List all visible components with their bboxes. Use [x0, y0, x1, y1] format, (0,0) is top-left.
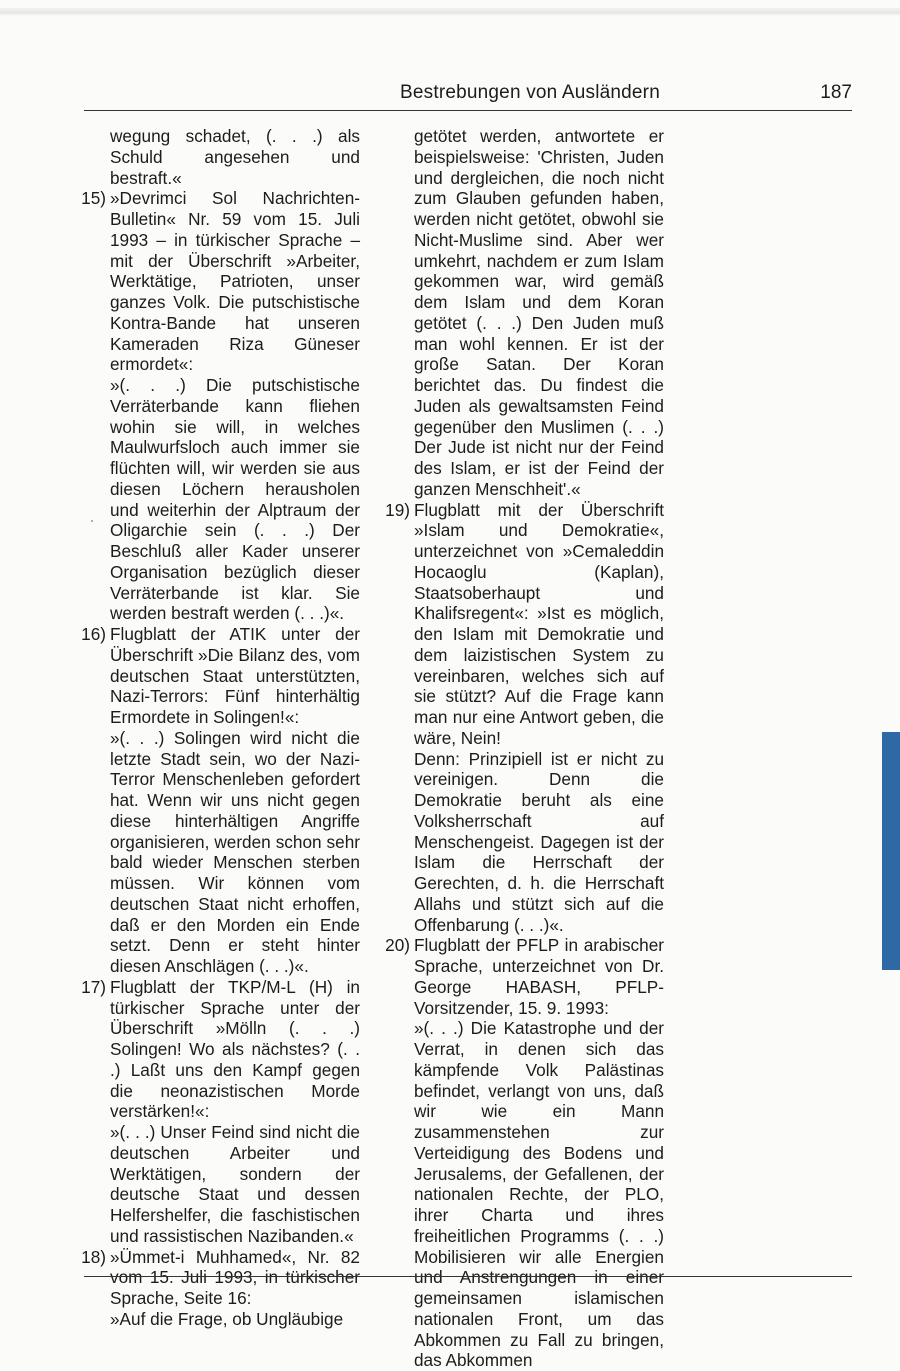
quote-paragraph [414, 749, 664, 936]
thumb-index-tab [882, 732, 900, 970]
quote-paragraph [414, 1018, 664, 1371]
page-number: 187 [820, 82, 852, 103]
header-rule [84, 110, 852, 111]
footer-rule [84, 1276, 852, 1277]
paragraph-text: »(. . .) Die Katastrophe und der Verrat, in denen sich das kämpfende Volk Palästinas befindet, verlangt von uns, daß wir wie ein Mann zusammenstehen zur Verteidigung des Bodens und Jerusalems, der Gefallenen, der nationalen Rechte, der PLO, ihrer Charta und ihres freiheitlichen Programms (. . .) Mobilisieren wir alle Energien und Anstrengungen in einer gemeinsamen islamischen nationalen Front, um das Abkommen zu Fall zu bringen, das Abkommen [414, 1018, 664, 1371]
paragraph-text: wegung schadet, (. . .) als Schuld angesehen und bestraft.« [110, 126, 360, 188]
paragraph-text: Flugblatt der PFLP in arabischer Sprache, unterzeichnet von Dr. George HABASH, PFLP-Vorsitzender, 15. 9. 1993: [414, 935, 664, 1018]
quote-paragraph [110, 1122, 360, 1247]
running-title: Bestrebungen von Ausländern [400, 82, 660, 103]
paragraph [110, 126, 360, 188]
paragraph-text: »(. . .) Solingen wird nicht die letzte Stadt sein, wo der Nazi-Terror Menschenleben gefordert hat. Wenn wir uns nicht gegen diese hinterhältigen Angriffe organisieren, werden schon sehr bald wieder Menschen sterben müssen. Wir können vom deutschen Staat nicht erhoffen, daß er den Morden ein Ende setzt. Denn er steht hinter diesen Anschlägen (. . .)«. [110, 727, 360, 976]
paragraph-text: »(. . .) Die putschistische Verräterbande kann fliehen wohin sie will, in welches Maulwurfsloch auch immer sie flüchten will, wir werden sie aus diesen Löchern herausholen und weiterhin der Alptraum der Oligarchie sein (. . .) Der Beschluß aller Kader unserer Organisation bezüglich dieser Verräterbande ist klar. Sie werden bestraft werden (. . .)«. [110, 375, 360, 624]
paragraph-text: getötet werden, antwortete er beispielsweise: 'Christen, Juden und dergleichen, die noch nicht zum Glauben gefunden haben, werden nicht getötet, obwohl sie Nicht-Muslime sind. Aber wer umkehrt, nachdem er zum Islam gekommen war, wird gemäß dem Islam und dem Koran getötet (. . .) Den Juden muß man wohl kennen. Er ist der große Satan. Der Koran berichtet das. Du findest die Juden als gewaltsamsten Feind gegenüber den Muslimen (. . .) Der Jude ist nicht nur der Feind des Islam, er ist der Feind der ganzen Menschheit'.« [414, 126, 664, 499]
right-column [385, 126, 664, 1371]
quote-paragraph [110, 1309, 360, 1330]
quote-paragraph [110, 728, 360, 977]
numbered-entry [81, 624, 360, 728]
numbered-entry [81, 1246, 360, 1309]
entry-number: 19) [385, 499, 410, 520]
paragraph-text: Flugblatt der ATIK unter der Überschrift »Die Bilanz des, vom deutschen Staat unterstützten, Nazi-Terrors: Fünf hinterhältig Ermordete in Solingen!«: [110, 624, 360, 727]
numbered-entry [81, 188, 360, 375]
numbered-entry [81, 976, 360, 1122]
entry-number: 18) [81, 1246, 106, 1267]
paragraph-text: Flugblatt der TKP/M-L (H) in türkischer Sprache unter der Überschrift »Mölln (. . .) Solingen! Wo als nächstes? (. . .) Laßt uns den Kampf gegen die neonazistischen Morde verstärken!«: [110, 976, 360, 1122]
scan-speck [91, 520, 93, 522]
paragraph-text: Denn: Prinzipiell ist er nicht zu vereinigen. Denn die Demokratie beruht als eine Volksherrschaft auf Menschengeist. Dagegen ist der Islam die Herrschaft der Gerechten, d. h. die Herrschaft Allahs und stützt sich auf die Offenbarung (. . .)«. [414, 748, 664, 935]
paragraph-text: »Ümmet-i Muhhamed«, Nr. 82 vom 15. Juli 1993, in türkischer Sprache, Seite 16: [110, 1246, 360, 1308]
paragraph-text: »Devrimci Sol Nachrichten-Bulletin« Nr. 59 vom 15. Juli 1993 – in türkischer Sprache – mit der Überschrift »Arbeiter, Werktätige, Patrioten, unser ganzes Volk. Die putschistische Kontra-Bande hat unseren Kameraden Riza Güneser ermordet«: [110, 188, 360, 375]
quote-paragraph [414, 126, 664, 500]
quote-paragraph [110, 375, 360, 624]
paragraph-text: Flugblatt mit der Überschrift »Islam und Demokratie«, unterzeichnet von »Cemaleddin Hocaoglu (Kaplan), Staatsoberhaupt und Khalifsregent«: »Ist es möglich, den Islam mit Demokratie und dem laizistischen System zu vereinbaren, welches sich auf sie stützt? Auf die Frage kann man nur eine Antwort geben, die wäre, Nein! [414, 499, 664, 748]
entry-number: 15) [81, 188, 106, 209]
numbered-entry [385, 499, 664, 749]
left-column [81, 126, 360, 1330]
paragraph-text: »(. . .) Unser Feind sind nicht die deutschen Arbeiter und Werktätigen, sondern der deutsche Staat und dessen Helfershelfer, die faschistischen und rassistischen Nazibanden.« [110, 1122, 360, 1246]
entry-number: 20) [385, 935, 410, 956]
entry-number: 17) [81, 976, 106, 997]
scan-edge [0, 8, 900, 16]
paragraph-text: »Auf die Frage, ob Ungläubige [110, 1308, 344, 1329]
numbered-entry [385, 935, 664, 1018]
entry-number: 16) [81, 624, 106, 644]
